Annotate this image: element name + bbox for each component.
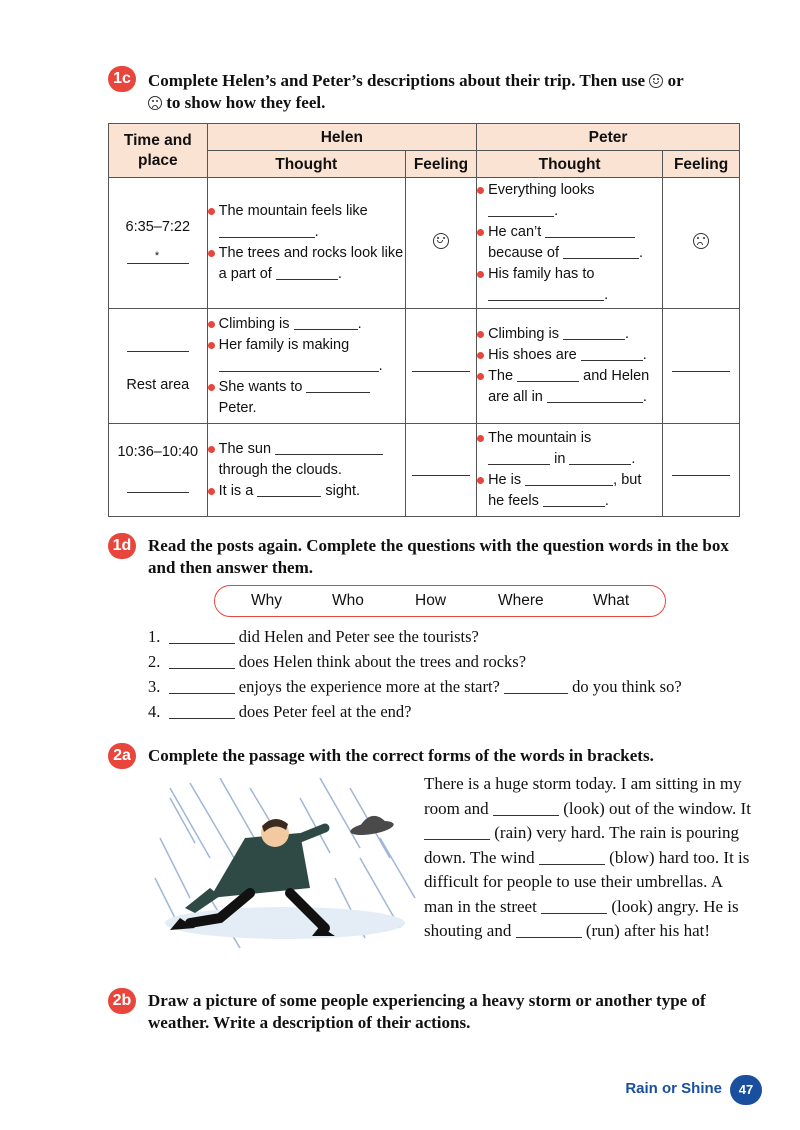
header-peter: Peter <box>477 124 740 151</box>
blank[interactable] <box>547 388 643 403</box>
header-peter-thought: Thought <box>477 151 663 178</box>
blank[interactable] <box>563 244 639 259</box>
blank[interactable] <box>276 265 338 280</box>
row1-peter-feeling <box>663 178 740 309</box>
feeling-blank[interactable] <box>412 357 470 372</box>
blank[interactable] <box>525 471 613 486</box>
blank[interactable] <box>275 440 383 455</box>
badge-1c: 1c <box>108 66 136 92</box>
answer-blank[interactable] <box>539 850 605 865</box>
header-peter-feeling: Feeling <box>663 151 740 178</box>
blank[interactable] <box>294 315 358 330</box>
word-how: How <box>415 592 447 609</box>
answer-blank[interactable] <box>169 654 235 669</box>
question-1: 1. did Helen and Peter see the tourists? <box>148 627 479 646</box>
blank[interactable] <box>488 286 604 301</box>
feeling-blank[interactable] <box>412 461 470 476</box>
header-helen-feeling: Feeling <box>405 151 476 178</box>
answer-blank[interactable] <box>424 825 490 840</box>
time-blank[interactable] <box>127 337 189 352</box>
badge-2b: 2b <box>108 988 136 1014</box>
word-where: Where <box>498 592 544 609</box>
blank[interactable] <box>563 325 625 340</box>
row1-helen-thought: The mountain feels like . The trees and rocks look like a part of . <box>207 178 405 309</box>
row3-peter-feeling <box>663 424 740 517</box>
header-helen-thought: Thought <box>207 151 405 178</box>
answer-blank[interactable] <box>493 801 559 816</box>
place-blank[interactable]: * <box>127 249 189 264</box>
header-helen: Helen <box>207 124 476 151</box>
smile-icon <box>433 233 449 249</box>
blank[interactable] <box>569 450 631 465</box>
blank[interactable] <box>306 378 370 393</box>
answer-blank[interactable] <box>169 704 235 719</box>
word-who: Who <box>332 592 364 609</box>
answer-blank[interactable] <box>504 679 568 694</box>
blank[interactable] <box>488 202 554 217</box>
question-word-box <box>214 585 666 617</box>
row3-time-place: 10:36–10:40 <box>109 424 208 517</box>
blank[interactable] <box>517 367 579 382</box>
header-time-place: Time and place <box>109 124 208 178</box>
instruction-1c: Complete Helen’s and Peter’s descriptions about their trip. Then use or to show how they feel. <box>148 71 684 112</box>
footer-unit-title: Rain or Shine <box>625 1080 722 1097</box>
blank[interactable] <box>545 223 635 238</box>
blank[interactable] <box>488 450 550 465</box>
sad-face-icon <box>693 233 709 249</box>
row2-time-place: Rest area <box>109 309 208 424</box>
question-4: 4. does Peter feel at the end? <box>148 702 412 721</box>
smile-icon <box>649 74 663 88</box>
badge-1d: 1d <box>108 533 136 559</box>
place-blank[interactable] <box>127 478 189 493</box>
hat-icon <box>349 816 394 838</box>
instruction-1d: Read the posts again. Complete the questions with the question words in the box and then answer them. <box>148 536 729 577</box>
row3-helen-feeling <box>405 424 476 517</box>
row1-peter-thought: Everything looks . He can’t because of . His family has to . <box>477 178 663 309</box>
answer-blank[interactable] <box>516 923 582 938</box>
blank[interactable] <box>219 223 315 238</box>
sad-face-icon <box>148 96 162 110</box>
page-number: 47 <box>730 1075 762 1105</box>
answer-blank[interactable] <box>541 899 607 914</box>
row1-helen-feeling <box>405 178 476 309</box>
feeling-blank[interactable] <box>672 357 730 372</box>
storm-illustration <box>150 778 420 953</box>
blank[interactable] <box>581 346 643 361</box>
row2-peter-thought: Climbing is . His shoes are . The and Helen are all in . <box>477 309 663 424</box>
answer-blank[interactable] <box>169 679 235 694</box>
word-what: What <box>593 592 630 609</box>
row2-helen-feeling <box>405 309 476 424</box>
question-2: 2. does Helen think about the trees and rocks? <box>148 652 527 671</box>
row2-helen-thought: Climbing is . Her family is making . She wants to Peter. <box>207 309 405 424</box>
storm-passage: There is a huge storm today. I am sitting in my room and (look) out of the window. It (rain) very hard. The rain is pouring down. The wind (blow) hard too. It is difficult for people to use their umbrellas. A man in the street (look) angry. He is shouting and (run) after his hat! <box>424 774 751 940</box>
row3-helen-thought: The sun through the clouds. It is a sight. <box>207 424 405 517</box>
instruction-2b: Draw a picture of some people experiencing a heavy storm or another type of weather. Write a description of their actions. <box>148 991 706 1032</box>
blank[interactable] <box>257 482 321 497</box>
blank[interactable] <box>543 492 605 507</box>
row2-peter-feeling <box>663 309 740 424</box>
trip-table <box>108 123 740 517</box>
blank[interactable] <box>219 357 379 372</box>
badge-2a: 2a <box>108 743 136 769</box>
answer-blank[interactable] <box>169 629 235 644</box>
feeling-blank[interactable] <box>672 461 730 476</box>
word-why: Why <box>251 592 282 609</box>
question-3: 3. enjoys the experience more at the start? do you think so? <box>148 677 682 696</box>
row3-peter-thought: The mountain is in . He is , but he feels . <box>477 424 663 517</box>
instruction-2a: Complete the passage with the correct forms of the words in brackets. <box>148 746 654 765</box>
row1-time-place: 6:35–7:22 * <box>109 178 208 309</box>
